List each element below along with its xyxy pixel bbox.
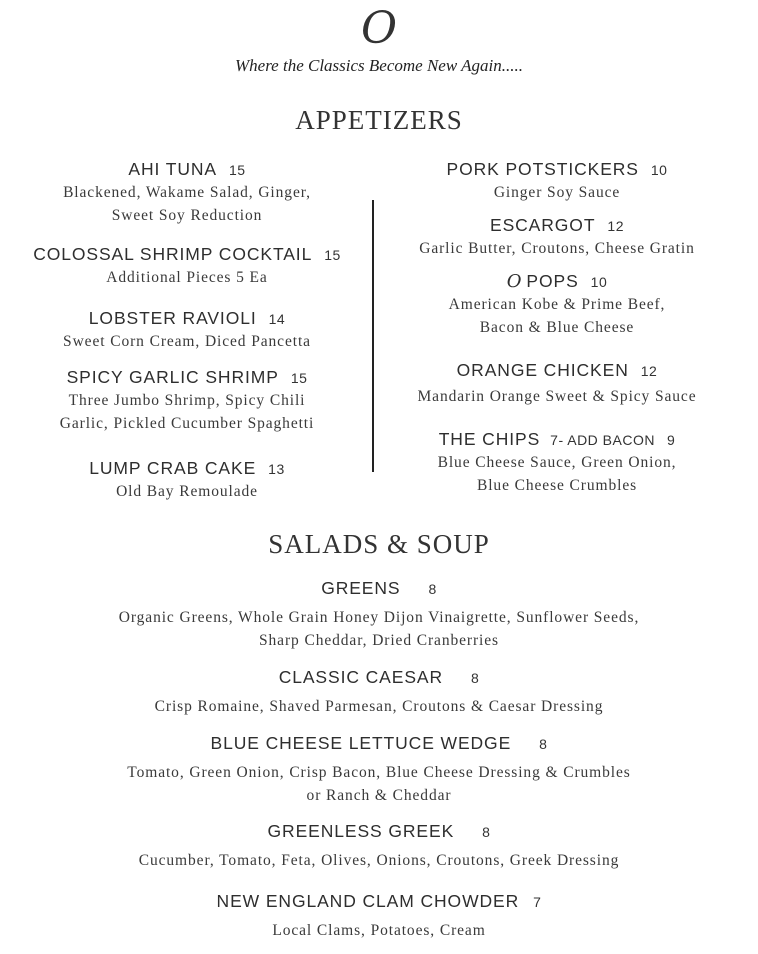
item-desc: Sweet Soy Reduction <box>111 207 263 224</box>
item-desc: Crisp Romaine, Shaved Parmesan, Croutons & Caesar Dressing <box>154 698 604 715</box>
item-price: 7 <box>533 894 542 910</box>
item-price: 12 <box>640 363 658 379</box>
item-name: BLUE CHEESE LETTUCE WEDGE <box>210 733 512 753</box>
menu-item-greenless-greek <box>0 820 758 872</box>
menu-item-spicy-garlic-shrimp <box>0 366 374 435</box>
item-desc: Blue Cheese Sauce, Green Onion, <box>437 454 677 471</box>
item-desc: Local Clams, Potatoes, Cream <box>272 922 486 939</box>
item-desc: Additional Pieces 5 Ea <box>106 269 268 286</box>
item-price: 14 <box>268 311 286 327</box>
item-name: LUMP CRAB CAKE <box>89 458 257 478</box>
item-price: 15 <box>290 370 308 386</box>
item-price: 7- ADD BACON <box>550 432 655 448</box>
item-name: ORANGE CHICKEN <box>456 360 629 380</box>
item-desc: Garlic, Pickled Cucumber Spaghetti <box>59 415 315 432</box>
item-price: 8 <box>428 581 437 597</box>
item-desc: Three Jumbo Shrimp, Spicy Chili <box>68 392 306 409</box>
menu-item-ahi-tuna <box>0 158 374 227</box>
tagline: Where the Classics Become New Again..... <box>234 56 523 75</box>
menu-item-colossal-shrimp-cocktail <box>0 243 374 289</box>
item-price: 10 <box>590 274 608 290</box>
item-name: SPICY GARLIC SHRIMP <box>66 367 279 387</box>
item-price: 15 <box>228 162 246 178</box>
item-desc: Sharp Cheddar, Dried Cranberries <box>259 632 499 649</box>
menu-item-the-chips <box>374 428 740 497</box>
restaurant-logo: O <box>360 3 398 54</box>
menu-item-lump-crab-cake <box>0 457 374 503</box>
item-name: AHI TUNA <box>128 159 217 179</box>
menu-item-new-england-clam-chowder <box>0 890 758 942</box>
menu-item-greens <box>0 577 758 652</box>
item-price: 8 <box>482 824 491 840</box>
item-name: ESCARGOT <box>490 215 596 235</box>
item-name: COLOSSAL SHRIMP COCKTAIL <box>33 244 313 264</box>
item-name: GREENS <box>321 578 401 598</box>
menu-item-blue-cheese-lettuce-wedge <box>0 732 758 807</box>
item-name: POPS <box>526 271 579 291</box>
item-desc: Cucumber, Tomato, Feta, Olives, Onions, Croutons, Greek Dressing <box>138 852 620 869</box>
item-name: NEW ENGLAND CLAM CHOWDER <box>216 891 520 911</box>
item-name: THE CHIPS <box>438 429 541 449</box>
item-desc: Bacon & Blue Cheese <box>479 319 635 336</box>
item-price: 8 <box>539 736 548 752</box>
menu-item-orange-chicken <box>374 359 740 408</box>
item-price: 12 <box>607 218 624 234</box>
item-desc: Organic Greens, Whole Grain Honey Dijon Vinaigrette, Sunflower Seeds, <box>118 609 640 626</box>
item-desc: American Kobe & Prime Beef, <box>448 296 666 313</box>
item-price: 13 <box>268 461 285 477</box>
item-desc: or Ranch & Cheddar <box>306 787 452 804</box>
item-desc: Sweet Corn Cream, Diced Pancetta <box>63 333 311 350</box>
item-desc: Mandarin Orange Sweet & Spicy Sauce <box>417 388 697 405</box>
item-desc: Blue Cheese Crumbles <box>476 477 638 494</box>
item-name: PORK POTSTICKERS <box>446 159 639 179</box>
menu-item-escargot <box>374 214 740 260</box>
item-desc: Garlic Butter, Croutons, Cheese Gratin <box>419 240 695 257</box>
menu-item-lobster-ravioli <box>0 307 374 353</box>
item-name: LOBSTER RAVIOLI <box>88 308 257 328</box>
menu-item-pops <box>374 270 740 339</box>
logo-o-icon: O <box>506 271 523 292</box>
item-price: 10 <box>650 162 668 178</box>
appetizers-title: APPETIZERS <box>295 105 463 135</box>
menu-item-pork-potstickers <box>374 158 740 204</box>
item-price: 8 <box>471 670 480 686</box>
item-desc: Old Bay Remoulade <box>116 483 258 500</box>
item-price-bacon: 9 <box>666 432 676 448</box>
item-name: CLASSIC CAESAR <box>278 667 444 687</box>
item-desc: Ginger Soy Sauce <box>493 184 621 201</box>
item-desc: Tomato, Green Onion, Crisp Bacon, Blue Cheese Dressing & Crumbles <box>127 764 631 781</box>
item-price: 15 <box>324 247 341 263</box>
menu-item-classic-caesar <box>0 666 758 718</box>
item-desc: Blackened, Wakame Salad, Ginger, <box>63 184 311 201</box>
salads-soup-title: SALADS & SOUP <box>268 529 490 559</box>
item-name: GREENLESS GREEK <box>267 821 455 841</box>
